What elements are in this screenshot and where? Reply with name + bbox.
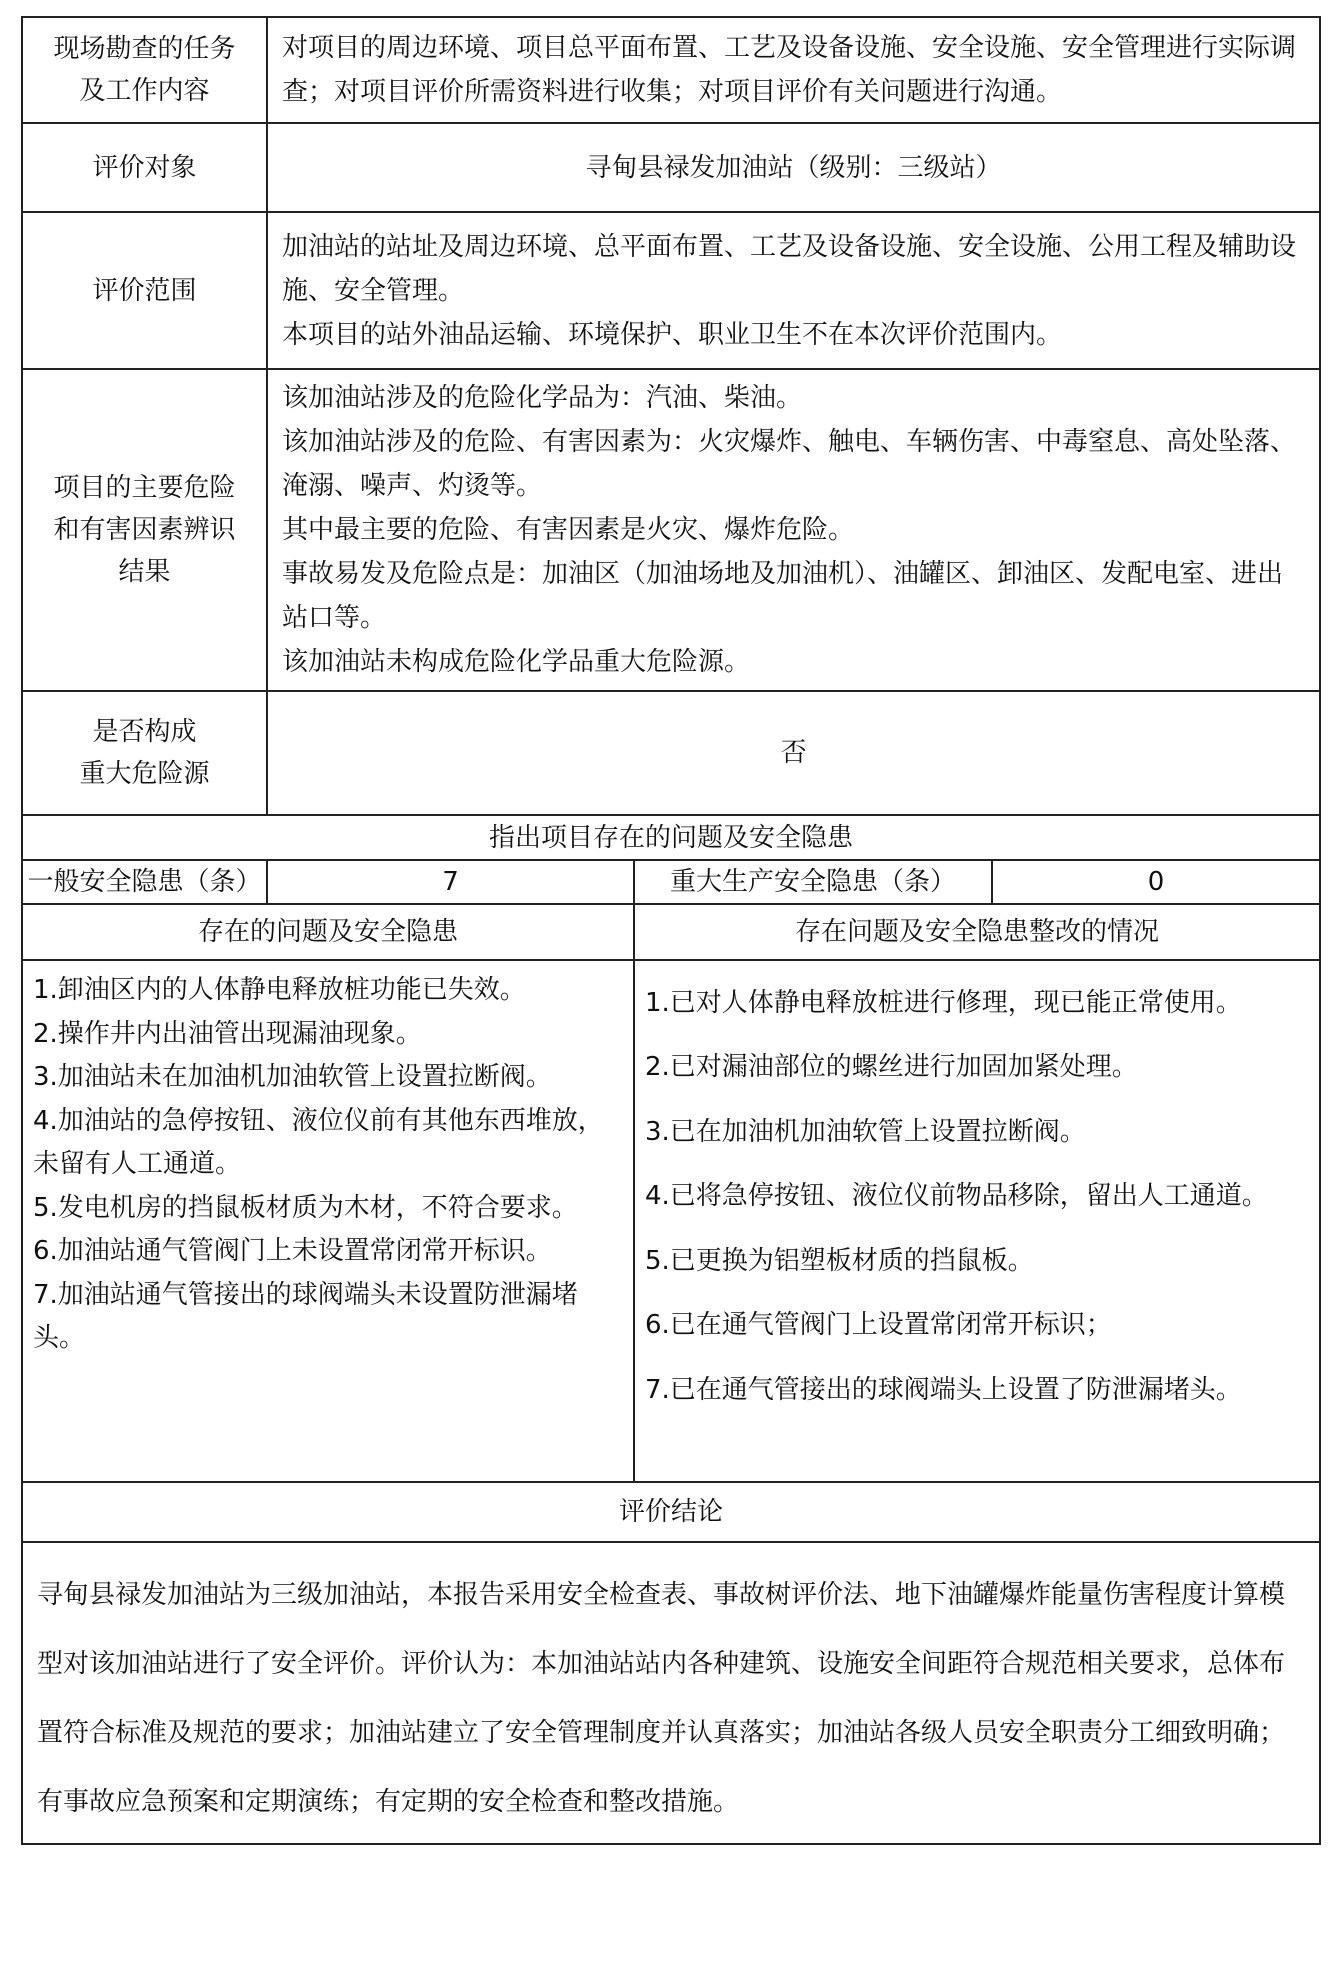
row-issue-columns [22, 904, 1320, 960]
fix-item: 6.已在通气管阀门上设置常闭常开标识； [645, 1310, 1112, 1341]
fix-item: 7.已在通气管接出的球阀端头上设置了防泄漏堵头。 [645, 1374, 1242, 1405]
fix-item: 2.已对漏油部位的螺丝进行加固加紧处理。 [645, 1052, 1138, 1083]
survey-content: 对项目的周边环境、项目总平面布置、工艺及设备设施、安全设施、安全管理进行实际调查；对项目评价所需资料进行收集；对项目评价有关问题进行沟通。 [267, 17, 1320, 123]
fix-item: 4.已将急停按钮、液位仪前物品移除，留出人工通道。 [645, 1181, 1268, 1212]
hazards-paragraph: 该加油站未构成危险化学品重大危险源。 [282, 647, 751, 677]
problem-item: 1.卸油区内的人体静电释放桩功能已失效。 [33, 975, 526, 1005]
row-conclusion-title [22, 1482, 1320, 1542]
object-label: 评价对象 [22, 123, 267, 212]
scope-paragraph: 加油站的站址及周边环境、总平面布置、工艺及设备设施、安全设施、公用工程及辅助设施、安全管理。 [282, 231, 1297, 306]
major-label-line-2: 重大危险源 [79, 759, 210, 789]
fix-item: 5.已更换为铝塑板材质的挡鼠板。 [645, 1245, 1034, 1276]
problem-item: 2.操作井内出油管出现漏油现象。 [33, 1018, 422, 1049]
major-hazard-label: 重大生产安全隐患（条） [634, 860, 992, 904]
row-survey [22, 17, 1320, 123]
scope-paragraph: 本项目的站外油品运输、环境保护、职业卫生不在本次评价范围内。 [282, 319, 1063, 350]
row-hazards [22, 369, 1320, 691]
survey-label-line-1: 现场勘查的任务 [53, 34, 236, 64]
row-scope [22, 212, 1320, 369]
fix-item: 3.已在加油机加油软管上设置拉断阀。 [645, 1116, 1086, 1147]
survey-label-line-2: 及工作内容 [79, 76, 210, 106]
hazards-label-cell [22, 369, 267, 691]
problems-column-header: 存在的问题及安全隐患 [22, 904, 634, 960]
issues-section-title: 指出项目存在的问题及安全隐患 [22, 815, 1320, 860]
row-major-hazard-source [22, 691, 1320, 815]
conclusion-title: 评价结论 [22, 1482, 1320, 1542]
hazards-paragraph: 事故易发及危险点是：加油区（加油场地及加油机）、油罐区、卸油区、发配电室、进出站口等。 [282, 559, 1284, 633]
major-hazard-count: 0 [992, 860, 1320, 904]
major-label-line-1: 是否构成 [92, 717, 197, 747]
survey-label-cell [22, 17, 267, 123]
scope-label: 评价范围 [22, 212, 267, 369]
general-hazard-count: 7 [267, 860, 634, 904]
conclusion-text: 寻甸县禄发加油站为三级加油站，本报告采用安全检查表、事故树评价法、地下油罐爆炸能量伤害程度计算模型对该加油站进行了安全评价。评价认为：本加油站站内各种建筑、设施安全间距符合规范相关要求，总体布置符合标准及规范的要求；加油站建立了安全管理制度并认真落实；加油站各级人员安全职责分工细致明确；有事故应急预案和定期演练；有定期的安全检查和整改措施。 [22, 1542, 1320, 1844]
major-label-cell [22, 691, 267, 815]
problem-item: 3.加油站未在加油机加油软管上设置拉断阀。 [33, 1062, 552, 1092]
row-object [22, 123, 1320, 212]
problem-item: 5.发电机房的挡鼠板材质为木材，不符合要求。 [33, 1192, 578, 1223]
hazards-label-line-3: 结果 [118, 557, 171, 587]
row-issues-title [22, 815, 1320, 860]
problem-item: 7.加油站通气管接出的球阀端头未设置防泄漏堵头。 [33, 1279, 578, 1353]
problems-list [22, 960, 634, 1482]
fix-item: 1.已对人体静电释放桩进行修理，现已能正常使用。 [645, 987, 1242, 1018]
fixes-column-header: 存在问题及安全隐患整改的情况 [634, 904, 1320, 960]
object-content: 寻甸县禄发加油站（级别：三级站） [267, 123, 1320, 212]
hazards-paragraph: 该加油站涉及的危险化学品为：汽油、柴油。 [282, 383, 803, 413]
hazards-label-line-2: 和有害因素辨识 [53, 515, 236, 545]
hazards-content [267, 369, 1320, 691]
hazards-paragraph: 其中最主要的危险、有害因素是火灾、爆炸危险。 [282, 515, 855, 545]
row-conclusion [22, 1542, 1320, 1844]
major-content: 否 [267, 691, 1320, 815]
scope-content [267, 212, 1320, 369]
evaluation-summary-page [21, 16, 1319, 1845]
evaluation-summary-table [21, 16, 1321, 1845]
hazards-paragraph: 该加油站涉及的危险、有害因素为：火灾爆炸、触电、车辆伤害、中毒窒息、高处坠落、淹溺、噪声、灼烫等。 [282, 427, 1297, 501]
row-issue-counts [22, 860, 1320, 904]
problem-item: 4.加油站的急停按钮、液位仪前有其他东西堆放，未留有人工通道。 [33, 1105, 604, 1179]
hazards-label-line-1: 项目的主要危险 [53, 473, 236, 503]
fixes-list [634, 960, 1320, 1482]
problem-item: 6.加油站通气管阀门上未设置常闭常开标识。 [33, 1236, 552, 1266]
row-issue-lists [22, 960, 1320, 1482]
general-hazard-label: 一般安全隐患（条） [22, 860, 267, 904]
